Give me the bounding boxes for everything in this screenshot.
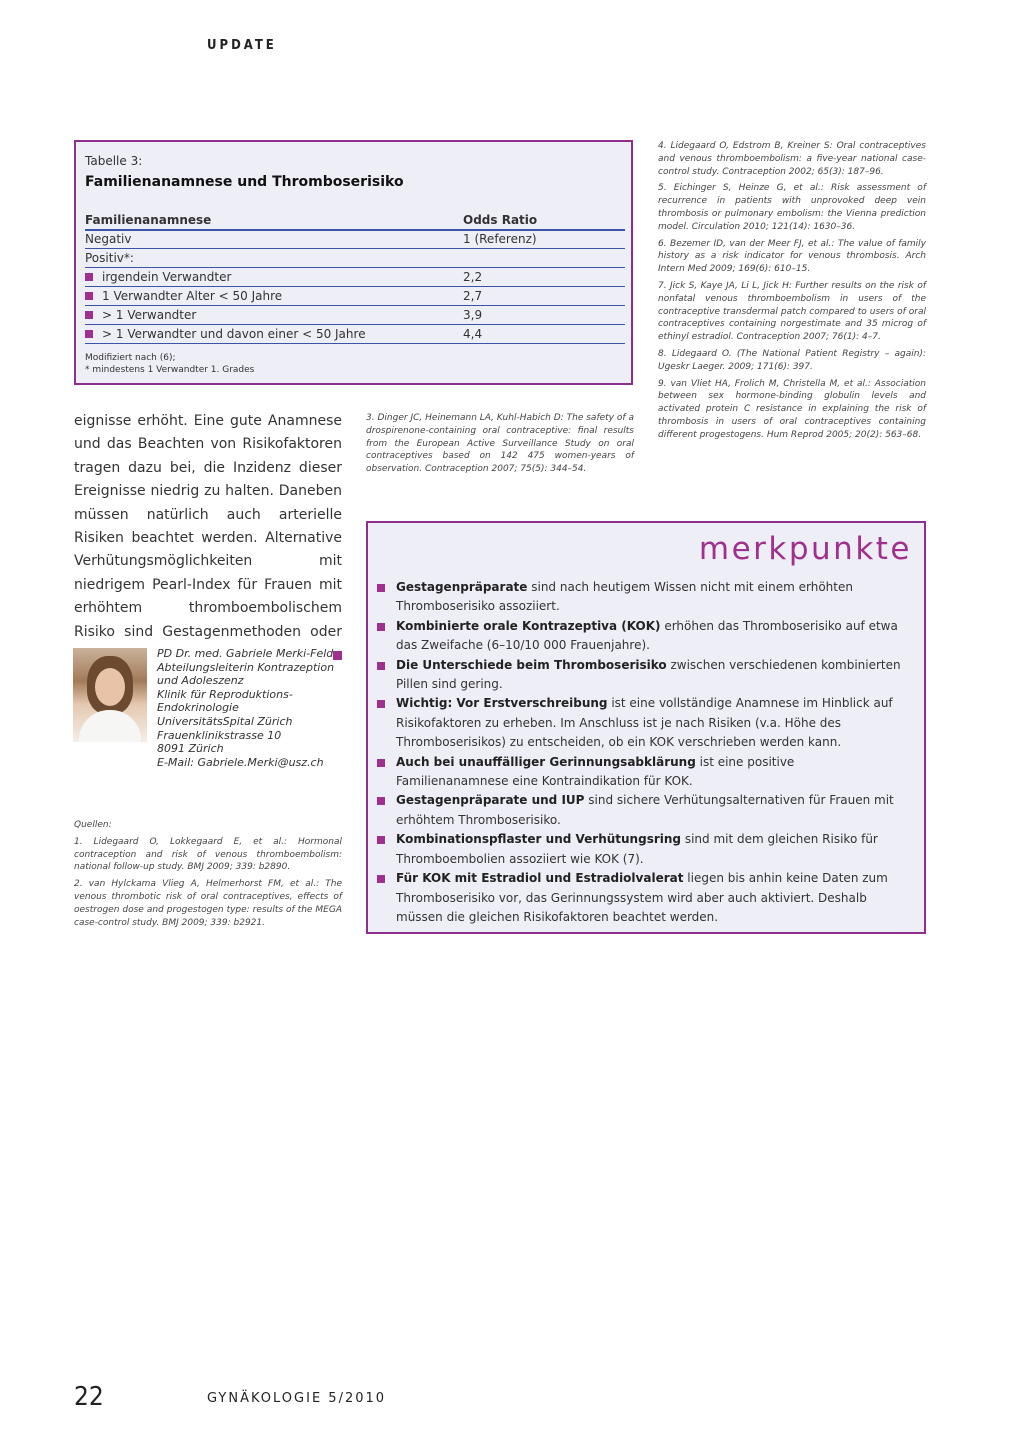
sources-heading: Quellen:: [74, 820, 112, 830]
bullet-square-icon: [85, 311, 93, 319]
author-line: Abteilungsleiterin Kontrazeption und Adoleszenz: [157, 660, 335, 688]
list-item-lead: Wichtig: Vor Erstverschreibung: [396, 696, 608, 711]
merkpunkte-box: [366, 521, 926, 934]
table-cell-label: Positiv*:: [85, 251, 134, 265]
list-item-text: sind mit dem gleichen Risiko für Thromboembolien assoziiert wie KOK (7).: [396, 832, 878, 866]
table-row: [85, 230, 625, 249]
table-cell-label: > 1 Verwandter und davon einer < 50 Jahre: [102, 327, 366, 341]
table-footnote: * mindestens 1 Verwandter 1. Grades: [85, 365, 255, 375]
list-item: [377, 578, 907, 617]
author-line: Klinik für Reproduktions-Endokrinologie: [157, 687, 293, 715]
reference-item: 1. Lidegaard O, Lokkegaard E, et al.: Hormonal contraception and risk of venous thromboembolism: national follow-up study. BMJ 2009; 339: b2890.: [74, 836, 342, 873]
bullet-square-icon: [377, 662, 385, 670]
merkpunkte-title: merkpunkte: [698, 531, 912, 567]
bullet-square-icon: [377, 759, 385, 767]
reference-item: 4. Lidegaard O, Edstrom B, Kreiner S: Oral contraceptives and venous thromboembolism: a five-year national case-control study. Contraception 2002; 65(3): 187–96.: [658, 141, 926, 177]
reference-item: 9. van Vliet HA, Frolich M, Christella M, et al.: Association between sex hormone-binding globulin levels and activated protein C resistance in explaining the risk of thrombosis in users of oral contraceptives containing different progestogens. Hum Reprod 2005; 20(2): 563–68.: [658, 378, 926, 440]
list-item: [377, 694, 907, 752]
author-email: E-Mail: Gabriele.Merki@usz.ch: [157, 755, 324, 769]
table-box: [74, 140, 633, 385]
table-label: Tabelle 3:: [85, 154, 143, 168]
table-col1-header: Familienanamnese: [85, 213, 212, 227]
list-item-text: ist eine positive Familienanamnese eine Kontraindikation für KOK.: [396, 754, 795, 789]
table-cell-value: 2,7: [463, 289, 483, 303]
bullet-square-icon: [85, 292, 93, 300]
bullet-square-icon: [85, 273, 93, 281]
section-header: UPDATE: [207, 38, 277, 53]
author-block: [157, 647, 345, 769]
table-header-row: [85, 211, 625, 231]
list-item-lead: Kombinationspflaster und Verhütungsring: [396, 832, 681, 847]
bullet-square-icon: [377, 584, 385, 592]
list-item: [377, 869, 907, 927]
sources-list-middle: [366, 412, 634, 480]
list-item-text: liegen bis anhin keine Daten zum Thromboserisiko vor, das Gerinnungssystem wird aber auch aktiviert. Deshalb müssen die gleichen Risikofaktoren beachtet werden.: [396, 871, 888, 924]
list-item-text: erhöhen das Thromboserisiko auf etwa das Zweifache (6–10/10 000 Frauenjahre).: [396, 618, 898, 653]
table-cell-label: irgendein Verwandter: [102, 270, 232, 284]
table-row: [85, 268, 625, 287]
author-line: UniversitätsSpital Zürich: [157, 714, 293, 728]
table-row: [85, 287, 625, 306]
table-cell-value: 4,4: [463, 327, 483, 341]
reference-item: 7. Jick S, Kaye JA, Li L, Jick H: Further results on the risk of nonfatal venous thromboembolism in users of the contraceptive transdermal patch compared to users of oral contraceptives containing norgestimate and 35 microg of ethinyl estradiol. Contraception 2007; 76(1): 4–7.: [658, 280, 926, 343]
merkpunkte-list: [377, 578, 907, 927]
table-cell-value: 3,9: [463, 308, 483, 322]
reference-item: 2. van Hylckama Vlieg A, Helmerhorst FM, et al.: The venous thrombotic risk of oral contraceptives, effects of oestrogen dose and progestogen type: results of the MEGA case-control study. BMJ 2009; 339: b2921.: [74, 879, 342, 928]
list-item: [377, 791, 907, 830]
list-item: [377, 830, 907, 869]
list-item-text: sind sichere Verhütungsalternativen für Frauen mit erhöhtem Thromboserisiko.: [396, 793, 894, 827]
table-row: [85, 325, 625, 344]
bullet-square-icon: [377, 836, 385, 844]
list-item: [377, 753, 907, 792]
reference-item: 5. Eichinger S, Heinze G, et al.: Risk assessment of recurrence in patients with unprovoked deep vein thrombosis or pulmonary embolism: the Vienna prediction model. Circulation 2010; 121(14): 1630–36.: [658, 183, 926, 232]
table-cell-label: > 1 Verwandter: [102, 308, 197, 322]
list-item-lead: Für KOK mit Estradiol und Estradiolvalerat: [396, 871, 684, 886]
table-row: [85, 249, 625, 268]
bullet-square-icon: [377, 623, 385, 631]
bullet-square-icon: [377, 700, 385, 708]
body-text: eignisse erhöht. Eine gute Anamnese und das Beachten von Risikofaktoren tragen dazu bei, die Inzidenz dieser Ereignisse niedrig zu halten. Daneben müssen natürlich auch arterielle Risiken beachtet werden. Alternative Verhütungsmöglichkeiten mit niedrigem Pearl-Index für Frauen mit erhöhtem thromboembolischem Risiko sind Gestagenmethoden oder: [74, 413, 342, 640]
table-note: Modifiziert nach (6);: [85, 353, 176, 363]
list-item: [377, 656, 907, 695]
table-cell-label: Negativ: [85, 232, 132, 246]
list-item-lead: Auch bei unauffälliger Gerinnungsabklärung: [396, 754, 696, 769]
author-line: 8091 Zürich: [157, 742, 224, 756]
sources-list: [74, 819, 342, 933]
bullet-square-icon: [377, 797, 385, 805]
table-title: Familienanamnese und Thromboserisiko: [85, 174, 404, 190]
list-item: [377, 617, 907, 656]
author-name: PD Dr. med. Gabriele Merki-Feld: [157, 647, 334, 660]
journal-label: GYNÄKOLOGIE 5/2010: [207, 1391, 387, 1406]
list-item-lead: Gestagenpräparate: [396, 580, 528, 594]
page-number: 22: [74, 1382, 104, 1412]
reference-item: 3. Dinger JC, Heinemann LA, Kuhl-Habich D: The safety of a drospirenone-containing oral contraceptive: final results from the European Active Surveillance Study on oral contraceptives based on 142 475 women-years of observation. Contraception 2007; 75(5): 344–54.: [366, 413, 634, 475]
bullet-square-icon: [377, 875, 385, 883]
list-item-lead: Gestagenpräparate und IUP: [396, 793, 585, 808]
table-cell-value: 2,2: [463, 270, 483, 284]
list-item-lead: Die Unterschiede beim Thromboserisiko: [396, 657, 667, 672]
list-item-text: sind nach heutigem Wissen nicht mit einem erhöhten Thromboserisiko assoziiert.: [396, 580, 853, 614]
list-item-lead: Kombinierte orale Kontrazeptiva (KOK): [396, 618, 661, 633]
table-cell-label: 1 Verwandter Alter < 50 Jahre: [102, 289, 283, 303]
body-paragraph: [74, 410, 342, 667]
table-col2-header: Odds Ratio: [463, 213, 538, 227]
bullet-square-icon: [85, 330, 93, 338]
table-cell-value: 1 (Referenz): [463, 232, 537, 246]
sources-list-right: [658, 140, 926, 446]
list-item-text: zwischen verschiedenen kombinierten Pillen sind gering.: [396, 657, 901, 692]
reference-item: 6. Bezemer ID, van der Meer FJ, et al.: The value of family history as a risk indicator for venous thrombosis. Arch Intern Med 2009; 169(6): 610–15.: [658, 238, 926, 275]
table-row: [85, 306, 625, 325]
author-photo: [73, 648, 147, 742]
author-line: Frauenklinikstrasse 10: [157, 728, 282, 742]
list-item-text: ist eine vollständige Anamnese im Hinblick auf Risikofaktoren zu erheben. Im Anschluss ist je nach Risiken (v.a. Höhe des Thromboserisikos) zu entscheiden, ob ein KOK verschrieben werden kann.: [396, 696, 893, 750]
reference-item: 8. Lidegaard O. (The National Patient Registry – again): Ugeskr Laeger. 2009; 171(6): 397.: [658, 348, 926, 372]
